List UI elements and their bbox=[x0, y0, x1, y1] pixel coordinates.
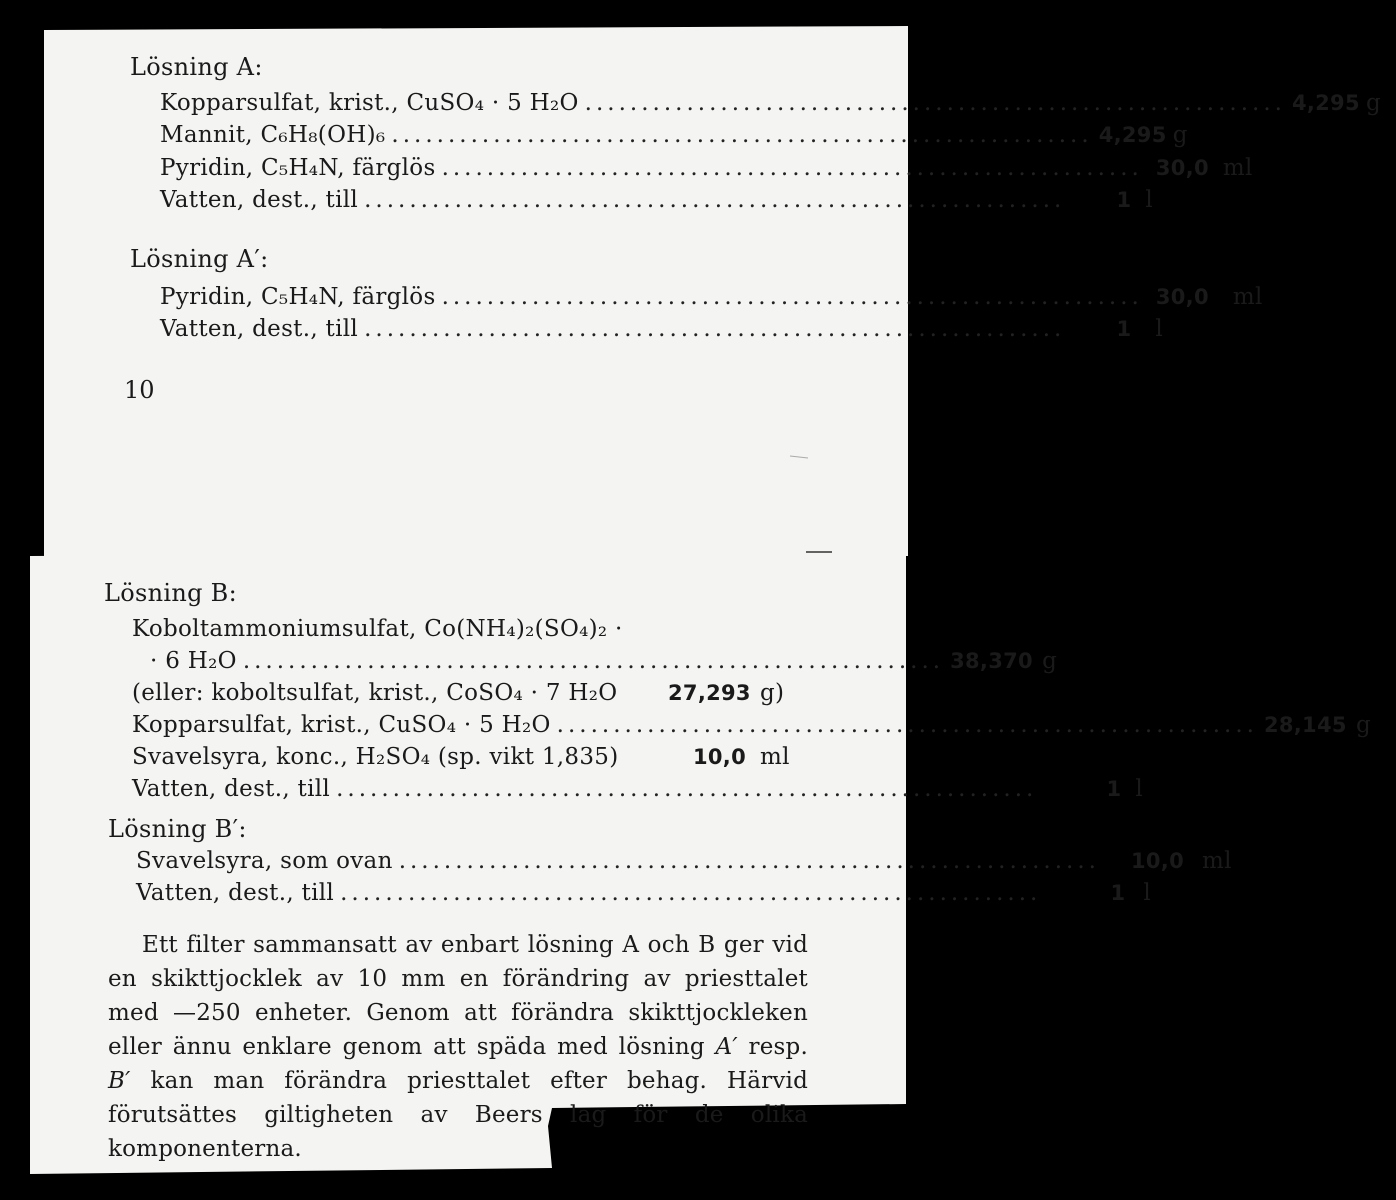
solution-b-prime-entry: Svavelsyra, som ovan .............................................................. 10,0 ml bbox=[136, 846, 804, 876]
entry-amount: 4,295 bbox=[1291, 91, 1360, 115]
entry-amount: 30,0 bbox=[1155, 156, 1209, 180]
entry-amount: 4,295 bbox=[1098, 123, 1167, 147]
entry-unit: l bbox=[1155, 316, 1164, 342]
entry-unit: g bbox=[1365, 90, 1381, 116]
solution-a-prime-entry: Vatten, dest., till .............................................................. 1 l bbox=[160, 314, 820, 344]
entry-amount: 1 bbox=[1116, 317, 1132, 341]
paragraph-emphasis: A′ bbox=[715, 1034, 738, 1060]
solution-b-entry: Kopparsulfat, krist., CuSO₄ · 5 H₂O .............................................................. 28,145 g bbox=[132, 710, 800, 740]
entry-label: Svavelsyra, konc., H₂SO₄ (sp. vikt 1,835) bbox=[132, 744, 619, 770]
entry-label: · 6 H₂O bbox=[150, 648, 237, 674]
entry-label: Vatten, dest., till bbox=[132, 776, 331, 802]
entry-amount: 10,0 bbox=[692, 745, 746, 769]
solution-b-entry: Vatten, dest., till .............................................................. 1 l bbox=[132, 774, 800, 804]
paragraph-text: resp. bbox=[737, 1034, 808, 1060]
paragraph-emphasis: B′ bbox=[108, 1068, 131, 1094]
entry-amount: 30,0 bbox=[1155, 285, 1209, 309]
entry-label: Mannit, C₆H₈(OH)₆ bbox=[160, 122, 386, 148]
solution-a-prime-heading: Lösning A′: bbox=[130, 245, 269, 273]
entry-unit: l bbox=[1145, 187, 1154, 213]
entry-unit: l bbox=[1143, 880, 1152, 906]
entry-amount: 27,293 bbox=[668, 681, 751, 705]
entry-unit: ml bbox=[1201, 848, 1232, 874]
entry-label: Vatten, dest., till bbox=[136, 880, 335, 906]
entry-unit: l bbox=[1135, 776, 1144, 802]
solution-a-prime-entry: Pyridin, C₅H₄N, färglös .............................................................. 30,0 ml bbox=[160, 282, 820, 312]
cut-page-number-fragment: 10 bbox=[124, 376, 155, 404]
entry-amount: 10,0 bbox=[1130, 849, 1184, 873]
entry-label: Kopparsulfat, krist., CuSO₄ · 5 H₂O bbox=[160, 90, 579, 116]
solution-b-heading: Lösning B: bbox=[104, 579, 238, 607]
entry-label: (eller: koboltsulfat, krist., CoSO₄ · 7 H₂O bbox=[132, 680, 618, 706]
entry-unit: g bbox=[1172, 122, 1188, 148]
entry-amount: 38,370 bbox=[950, 649, 1033, 673]
entry-amount: 28,145 bbox=[1263, 713, 1347, 737]
solution-b-entry bbox=[132, 742, 800, 772]
paragraph-text: kan man förändra priesttalet efter behag. Härvid förutsättes giltigheten av Beers lag för de olika komponenterna. bbox=[108, 1068, 808, 1162]
entry-unit: ml bbox=[760, 744, 790, 770]
paragraph-text: Ett filter sammansatt av enbart lösning A och B ger vid en skikttjocklek av 10 mm en förändring av priesttalet med —250 enheter. Genom att förändra skikttjockleken eller ännu enklare genom att späda med lösning bbox=[108, 932, 808, 1060]
solution-a-heading: Lösning A: bbox=[130, 53, 263, 81]
entry-unit: g bbox=[1355, 712, 1371, 738]
solution-a-entry: Vatten, dest., till .............................................................. 1 l bbox=[160, 185, 810, 215]
entry-amount: 1 bbox=[1110, 881, 1126, 905]
entry-unit: ml bbox=[1222, 155, 1253, 181]
entry-unit: g bbox=[1042, 648, 1058, 674]
entry-label: Svavelsyra, som ovan bbox=[136, 848, 393, 874]
entry-amount: 1 bbox=[1116, 188, 1132, 212]
entry-label: Vatten, dest., till bbox=[160, 316, 359, 342]
solution-a-entry: Pyridin, C₅H₄N, färglös .............................................................. 30,0 ml bbox=[160, 155, 1253, 181]
entry-label: Kopparsulfat, krist., CuSO₄ · 5 H₂O bbox=[132, 712, 551, 738]
solution-b-prime-entry: Vatten, dest., till .............................................................. 1 l bbox=[136, 878, 804, 908]
solution-b-entry: · 6 H₂O .............................................................. 38,370 g bbox=[150, 646, 800, 676]
solution-a-entry: Mannit, C₆H₈(OH)₆ .............................................................. 4,295 g bbox=[160, 120, 810, 150]
entry-unit: ml bbox=[1232, 284, 1263, 310]
solution-b-entry-line1: Koboltammoniumsulfat, Co(NH₄)₂(SO₄)₂ · bbox=[132, 616, 623, 642]
entry-amount: 1 bbox=[1106, 777, 1122, 801]
body-paragraph bbox=[108, 928, 808, 1166]
solution-b-entry bbox=[132, 678, 800, 708]
entry-label: Pyridin, C₅H₄N, färglös bbox=[160, 284, 436, 310]
entry-label: Pyridin, C₅H₄N, färglös bbox=[160, 155, 436, 181]
entry-label: Vatten, dest., till bbox=[160, 187, 359, 213]
solution-b-prime-heading: Lösning B′: bbox=[108, 815, 247, 843]
solution-a-entry: Kopparsulfat, krist., CuSO₄ · 5 H₂O .............................................................. 4,295 g bbox=[160, 88, 810, 118]
entry-unit: g) bbox=[760, 680, 785, 706]
